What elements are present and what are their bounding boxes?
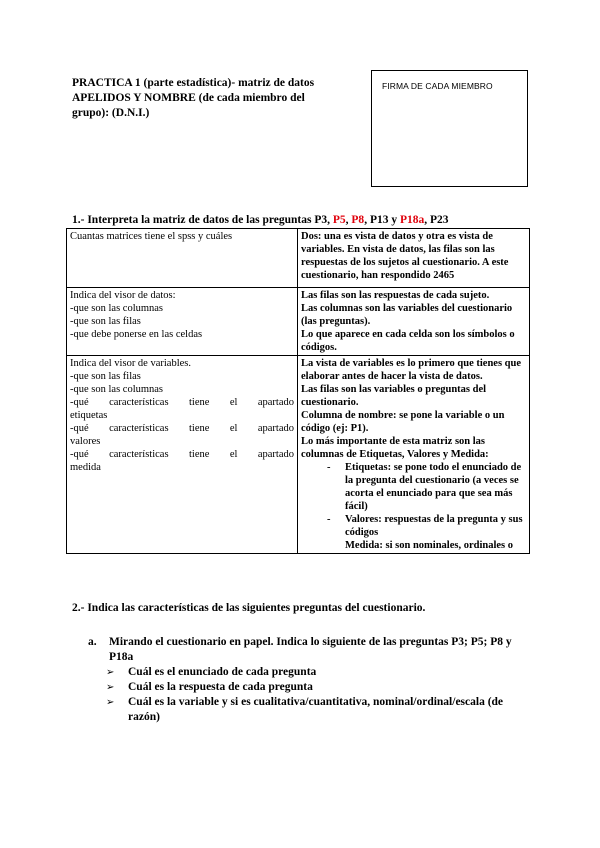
header-line-1: PRACTICA 1 (parte estadística)- matriz de datos (72, 77, 315, 89)
document-header (72, 76, 352, 121)
data-matrix-table (66, 228, 530, 554)
row2-answer-line: Las columnas son las variables del cuestionario (las preguntas). (301, 303, 513, 327)
header-line-2: APELIDOS Y NOMBRE (de cada miembro del (72, 92, 305, 104)
list-item (88, 665, 528, 680)
row3-question-cell (67, 356, 298, 554)
list-item: - Medida: si son nominales, ordinales o (345, 539, 526, 552)
item-a-bullet-list (88, 665, 528, 725)
row3-answer-paragraph: La vista de variables es lo primero que tienes que elaborar antes de hacer la vista de datos. (301, 358, 522, 382)
arrow-bullet-icon: ➢ (106, 697, 115, 708)
item-a-letter: a. (88, 636, 97, 648)
row3-question-line: etiquetas (70, 410, 108, 421)
list-item (88, 695, 528, 725)
arrow-bullet-icon: ➢ (106, 667, 115, 678)
row1-question-cell (67, 229, 298, 288)
row3-question-line: -qué características tiene el apartado (70, 449, 294, 460)
row1-answer-cell (298, 229, 530, 288)
row3-answer-paragraph: Lo más importante de esta matriz son las columnas de Etiquetas, Valores y Medida: (301, 436, 489, 460)
row1-answer: Dos: una es vista de datos y otra es vista de variables. En vista de datos, las filas son las respuestas de los sujetos al cuestionario. A este cuestionario, han respondido 2465 (301, 231, 509, 281)
list-item (88, 680, 528, 695)
question-2-item-a (88, 635, 528, 725)
row1-question: Cuantas matrices tiene el spss y cuáles (70, 231, 233, 242)
q1-suffix: , P23 (424, 214, 449, 226)
q1-prefix: 1.- Interpreta la matriz de datos de las preguntas P3, (72, 214, 333, 226)
row2-question-line: -que son las filas (70, 316, 141, 327)
arrow-bullet-icon: ➢ (106, 682, 115, 693)
bullet-text: Cuál es la variable y si es cualitativa/cuantitativa, nominal/ordinal/escala (de razón) (128, 696, 504, 723)
bullet-text: Cuál es el enunciado de cada pregunta (128, 666, 317, 678)
item-a-text: Mirando el cuestionario en papel. Indica lo siguiente de las preguntas P3; P5; P8 y P18a (109, 636, 512, 663)
row3-answer-cell (298, 356, 530, 554)
q1-sep: , (345, 214, 352, 226)
table-row (67, 356, 530, 554)
row3-answer-paragraph: Columna de nombre: se pone la variable o un código (ej: P1). (301, 410, 505, 434)
row3-answer-list (301, 461, 526, 552)
question-2-title: 2.- Indica las características de las siguientes preguntas del cuestionario. (72, 602, 426, 614)
header-line-3: grupo): (D.N.I.) (72, 107, 150, 119)
row2-question-cell (67, 288, 298, 356)
row2-question-line: -que debe ponerse en las celdas (70, 329, 203, 340)
question-1-title (72, 214, 449, 226)
q1-p5-highlight: P5 (332, 214, 346, 226)
row3-question-line: -qué características tiene el apartado (70, 397, 294, 408)
signature-box-label: FIRMA DE CADA MIEMBRO (382, 81, 493, 91)
row3-question-line: -que son las columnas (70, 384, 164, 395)
row2-question-line: -que son las columnas (70, 303, 164, 314)
list-item: - Etiquetas: se pone todo el enunciado de la pregunta del cuestionario (a veces se acorta el enunciado para que sea más fácil) (345, 461, 526, 513)
table-row (67, 229, 530, 288)
signature-box[interactable] (371, 70, 528, 187)
row2-question-line: Indica del visor de datos: (70, 290, 176, 301)
row3-answer-paragraph: Las filas son las variables o preguntas del cuestionario. (301, 384, 487, 408)
row2-answer-line: Lo que aparece en cada celda son los símbolos o códigos. (301, 329, 515, 353)
row3-question-line: -qué características tiene el apartado (70, 423, 294, 434)
row3-question-line: -que son las filas (70, 371, 141, 382)
row2-answer-line: Las filas son las respuestas de cada sujeto. (301, 290, 490, 301)
q1-mid: , P13 y (364, 214, 400, 226)
q1-p8-highlight: P8 (351, 214, 365, 226)
table-row (67, 288, 530, 356)
q1-p18a-highlight: P18a (399, 214, 425, 226)
bullet-text: Cuál es la respuesta de cada pregunta (128, 681, 313, 693)
row3-question-line: valores (70, 436, 101, 447)
row3-question-line: medida (70, 462, 101, 473)
list-item: - Valores: respuestas de la pregunta y sus códigos (345, 513, 526, 539)
row2-answer-cell (298, 288, 530, 356)
row3-question-line: Indica del visor de variables. (70, 358, 191, 369)
